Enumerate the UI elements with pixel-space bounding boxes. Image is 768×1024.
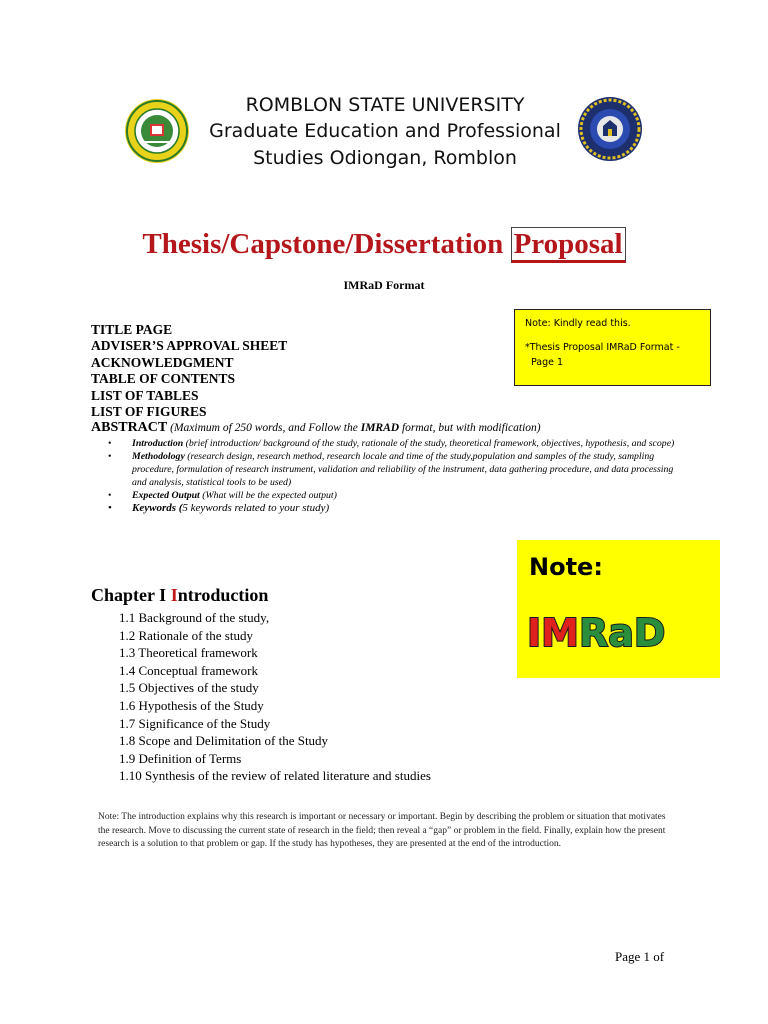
title-main: Thesis/Capstone/Dissertation	[142, 228, 511, 260]
note-box-line3: Page 1	[531, 357, 564, 368]
list-item: 1.3 Theoretical framework	[119, 645, 258, 661]
college-name-line1: Graduate Education and Professional	[209, 120, 561, 142]
list-item: • Methodology (research design, research method, research locale and time of the study,population and samples of the study, sampling procedure, formulation of research instrument, validation and reliability of the instrument, data gathering procedure, and data processing and analysis, statistical tools to be used)	[108, 451, 674, 488]
abstract-bullets	[108, 437, 678, 515]
list-item: 1.5 Objectives of the study	[119, 680, 259, 696]
graduate-school-seal-icon	[577, 96, 643, 162]
list-item: 1.6 Hypothesis of the Study	[119, 697, 264, 713]
svg-text:IMRaD	[527, 611, 665, 655]
imrad-graphic	[517, 540, 720, 678]
chapter-red-letter: I	[170, 585, 178, 605]
front-matter-list	[91, 322, 287, 420]
list-item: ADVISER’S APPROVAL SHEET	[91, 338, 288, 354]
imrad-note-label: Note:	[529, 553, 603, 581]
list-item: 1.1 Background of the study,	[119, 610, 270, 625]
introduction-note: Note: The introduction explains why this research is important or necessary or important. Begin by describing the problem or situation that motivates the research. Move to discussing the current state of research in the field; then reveal a “gap” or problem in the field. Finally, explain how the present research is a solution to that problem or gap. If the study has hypotheses, they are presented at the end of the introduction.	[98, 812, 666, 849]
title-highlight: Proposal	[511, 227, 626, 263]
list-item: LIST OF FIGURES	[91, 404, 207, 420]
imrad-rad: RaD	[578, 611, 666, 655]
list-item: 1.10 Synthesis of the review of related literature and studies	[119, 768, 431, 784]
list-item: 1.9 Definition of Terms	[119, 750, 242, 766]
list-item: TITLE PAGE	[91, 322, 173, 337]
document-title	[0, 228, 768, 261]
college-name-line2: Studies Odiongan, Romblon	[253, 147, 517, 169]
note-box	[514, 309, 711, 386]
list-item: LIST OF TABLES	[91, 387, 199, 403]
list-item: ACKNOWLEDGMENT	[91, 354, 234, 370]
list-item: 1.4 Conceptual framework	[119, 662, 258, 678]
abstract-desc-b: IMRAD	[360, 422, 400, 434]
abstract-heading	[91, 420, 541, 436]
list-item: 1.8 Scope and Delimitation of the Study	[119, 733, 329, 749]
chapter-heading: Chapter I Introduction	[91, 585, 269, 605]
abstract-desc-c: format, but with modification)	[399, 422, 541, 434]
abstract-label: ABSTRACT	[91, 420, 168, 435]
note-box-line2: *Thesis Proposal IMRaD Format -	[525, 342, 680, 353]
page-number: Page 1 of	[615, 949, 665, 964]
list-item: • Keywords (5 keywords related to your study)	[108, 502, 330, 514]
list-item: 1.2 Rationale of the study	[119, 627, 253, 643]
list-item: TABLE OF CONTENTS	[91, 371, 236, 387]
imrad-note-box	[517, 540, 720, 678]
imrad-im: IM	[527, 611, 579, 655]
abstract-desc-a: (Maximum of 250 words, and Follow the	[167, 422, 361, 434]
note-box-line1: Note: Kindly read this.	[525, 318, 631, 329]
list-item: • Introduction (brief introduction/ background of the study, rationale of the study, theoretical framework, objectives, hypothesis, and scope)	[108, 438, 675, 449]
chapter-sections	[119, 609, 431, 785]
list-item: • Expected Output (What will be the expected output)	[108, 490, 337, 501]
romblon-state-university-seal-icon	[124, 98, 190, 164]
university-name: ROMBLON STATE UNIVERSITY	[245, 94, 525, 116]
format-subtitle: IMRaD Format	[343, 278, 425, 292]
list-item: 1.7 Significance of the Study	[119, 715, 271, 731]
